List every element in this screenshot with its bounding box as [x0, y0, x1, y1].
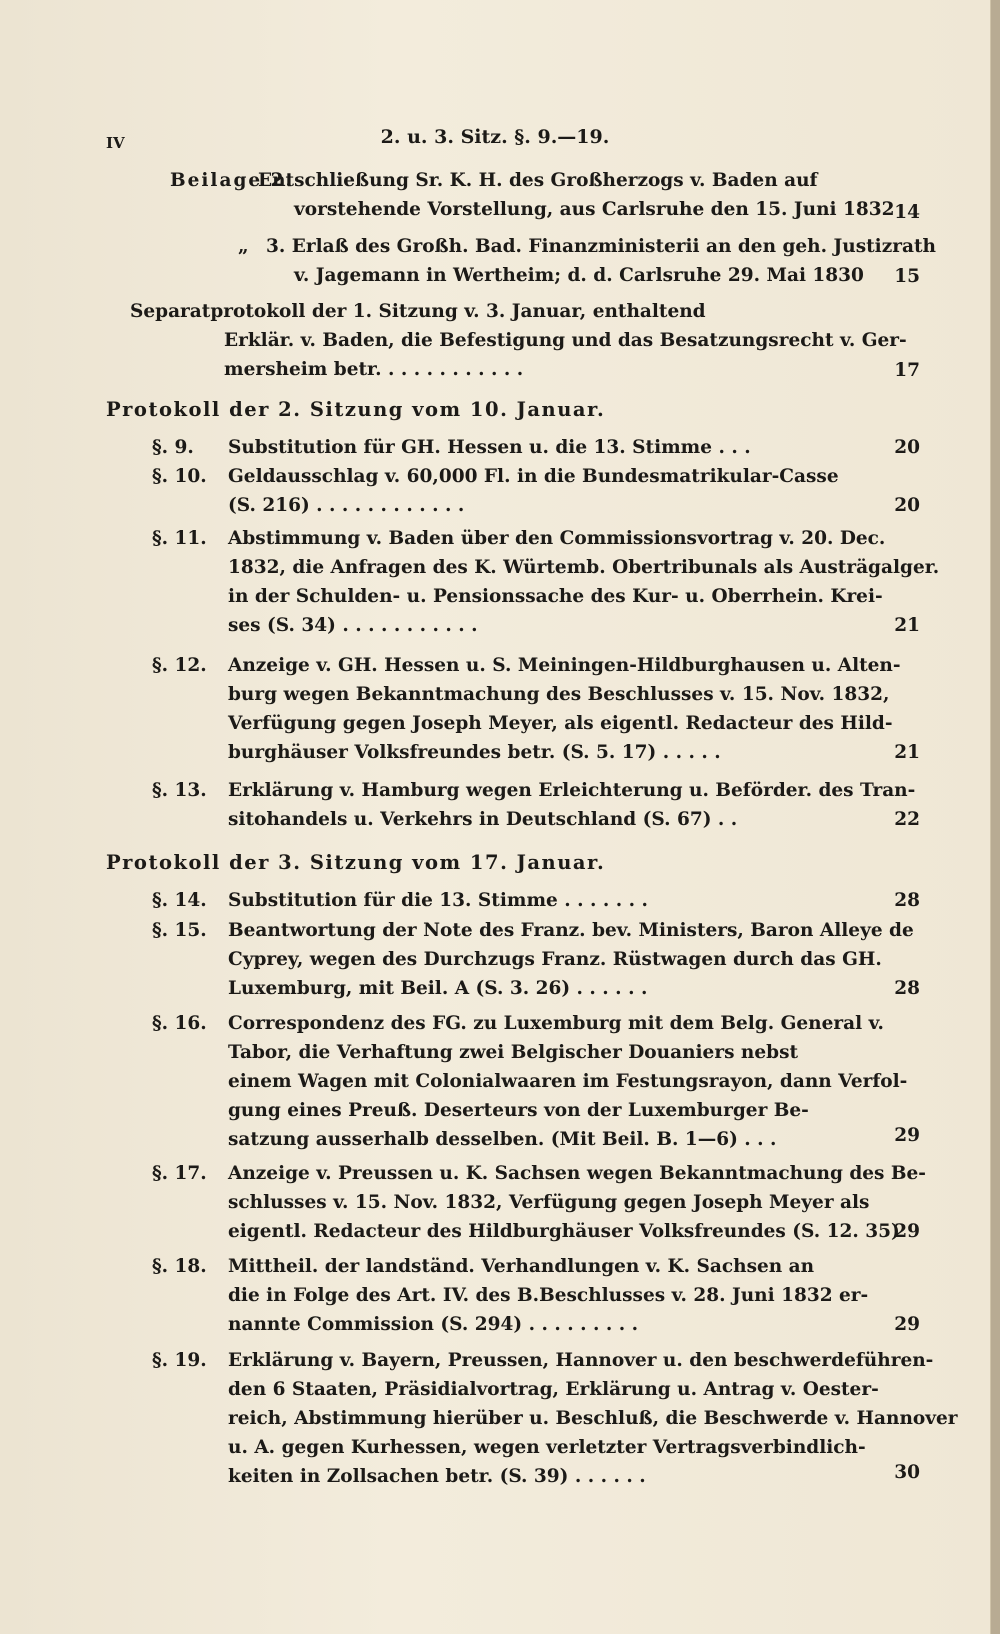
beilage-2-label: Beilage 2.: [170, 170, 294, 191]
paragraph-mark: §. 19.: [152, 1350, 207, 1371]
toc-entry: [228, 433, 848, 462]
entry-line: eigentl. Redacteur des Hildburghäuser Volksfreundes (S. 12. 35): [228, 1221, 900, 1242]
entry-line: Beantwortung der Note des Franz. bev. Ministers, Baron Alleye de: [228, 920, 914, 941]
entry-line: Verfügung gegen Joseph Meyer, als eigentl. Redacteur des Hild-: [228, 713, 893, 734]
entry-line: einem Wagen mit Colonialwaaren im Festungsrayon, dann Verfol-: [228, 1071, 908, 1092]
page-number: IV: [106, 134, 125, 152]
entry-line: in der Schulden- u. Pensionssache des Kur- u. Oberrhein. Krei-: [228, 586, 883, 607]
page-ref: 20: [894, 437, 920, 458]
paragraph-mark: §. 16.: [152, 1013, 207, 1034]
entry-line: satzung ausserhalb desselben. (Mit Beil. B. 1—6) . . .: [228, 1129, 777, 1150]
toc-entry: [228, 462, 848, 520]
page-ref: 22: [894, 809, 920, 830]
page-ref: 28: [894, 890, 920, 911]
beilage-2-entry: [258, 166, 895, 224]
paragraph-mark: §. 11.: [152, 528, 207, 549]
page-ref: 30: [894, 1462, 920, 1483]
entry-line: Geldausschlag v. 60,000 Fl. in die Bundesmatrikular-Casse: [228, 466, 839, 487]
page-ref: 15: [894, 266, 920, 287]
entry-line: Correspondenz des FG. zu Luxemburg mit dem Belg. General v.: [228, 1013, 884, 1034]
entry-line: nannte Commission (S. 294) . . . . . . . . .: [228, 1314, 639, 1335]
entry-line: Substitution für die 13. Stimme . . . . . . .: [228, 890, 648, 911]
entry-line: Erklärung v. Bayern, Preussen, Hannover u. den beschwerdeführen-: [228, 1350, 934, 1371]
entry-line: Anzeige v. GH. Hessen u. S. Meiningen-Hildburghausen u. Alten-: [228, 655, 901, 676]
entry-line: den 6 Staaten, Präsidialvortrag, Erklärung u. Antrag v. Oester-: [228, 1379, 879, 1400]
entry-line: u. A. gegen Kurhessen, wegen verletzter Vertragsverbindlich-: [228, 1437, 866, 1458]
entry-line: keiten in Zollsachen betr. (S. 39) . . . . . .: [228, 1466, 646, 1487]
entry-line: Erklär. v. Baden, die Befestigung und das Besatzungsrecht v. Ger-: [224, 330, 907, 351]
entry-line: Erklärung v. Hamburg wegen Erleichterung u. Beförder. des Tran-: [228, 780, 916, 801]
entry-line: Mittheil. der landständ. Verhandlungen v. K. Sachsen an: [228, 1256, 815, 1277]
entry-line: schlusses v. 15. Nov. 1832, Verfügung gegen Joseph Meyer als: [228, 1192, 870, 1213]
entry-line: Entschließung Sr. K. H. des Großherzogs v. Baden auf: [258, 170, 818, 191]
toc-entry: [228, 1252, 869, 1339]
ditto-mark: „: [238, 236, 249, 257]
paragraph-mark: §. 10.: [152, 466, 207, 487]
entry-line: vorstehende Vorstellung, aus Carlsruhe den 15. Juni 1832: [294, 199, 895, 220]
paragraph-mark: §. 13.: [152, 780, 207, 801]
entry-line: gung eines Preuß. Deserteurs von der Luxemburger Be-: [228, 1100, 809, 1121]
page-ref: 14: [894, 202, 920, 223]
paragraph-mark: §. 14.: [152, 890, 207, 911]
page-ref: 29: [894, 1314, 920, 1335]
entry-line: ses (S. 34) . . . . . . . . . . .: [228, 615, 478, 636]
page-ref: 29: [894, 1221, 920, 1242]
entry-line: Luxemburg, mit Beil. A (S. 3. 26) . . . . . .: [228, 978, 648, 999]
page-header: [0, 126, 990, 156]
entry-line: Separatprotokoll der 1. Sitzung v. 3. Januar, enthaltend: [130, 301, 706, 322]
entry-line: Abstimmung v. Baden über den Commissionsvortrag v. 20. Dec.: [228, 528, 886, 549]
entry-line: (S. 216) . . . . . . . . . . . .: [228, 495, 465, 516]
paragraph-mark: §. 12.: [152, 655, 207, 676]
paragraph-mark: §. 18.: [152, 1256, 207, 1277]
page-ref: 20: [894, 495, 920, 516]
entry-line: reich, Abstimmung hierüber u. Beschluß, die Beschwerde v. Hannover: [228, 1408, 958, 1429]
toc-entry: [228, 886, 848, 915]
entry-line: burg wegen Bekanntmachung des Beschlusses v. 15. Nov. 1832,: [228, 684, 890, 705]
entry-line: burghäuser Volksfreundes betr. (S. 5. 17) . . . . .: [228, 742, 721, 763]
paragraph-mark: §. 17.: [152, 1163, 207, 1184]
page-ref: 28: [894, 978, 920, 999]
entry-line: v. Jagemann in Wertheim; d. d. Carlsruhe 29. Mai 1830: [294, 265, 864, 286]
page-ref: 29: [894, 1125, 920, 1146]
entry-line: Anzeige v. Preussen u. K. Sachsen wegen Bekanntmachung des Be-: [228, 1163, 926, 1184]
entry-line: mersheim betr. . . . . . . . . . . .: [224, 359, 524, 380]
entry-line: sitohandels u. Verkehrs in Deutschland (S. 67) . .: [228, 809, 738, 830]
section-heading-protokoll-3: Protokoll der 3. Sitzung vom 17. Januar.: [106, 851, 606, 874]
entry-line: Cyprey, wegen des Durchzugs Franz. Rüstwagen durch das GH.: [228, 949, 882, 970]
page-ref: 17: [894, 360, 920, 381]
entry-line: 1832, die Anfragen des K. Würtemb. Obertribunals als Austrägalger.: [228, 557, 940, 578]
paragraph-mark: §. 15.: [152, 920, 207, 941]
entry-line: die in Folge des Art. IV. des B.Beschlusses v. 28. Juni 1832 er-: [228, 1285, 869, 1306]
entry-line: 3. Erlaß des Großh. Bad. Finanzministerii an den geh. Justizrath: [266, 236, 936, 257]
page-ref: 21: [894, 742, 920, 763]
entry-line: Tabor, die Verhaftung zwei Belgischer Douaniers nebst: [228, 1042, 799, 1063]
section-heading-protokoll-2: Protokoll der 2. Sitzung vom 10. Januar.: [106, 398, 606, 421]
running-title: 2. u. 3. Sitz. §. 9.—19.: [380, 126, 610, 148]
page-ref: 21: [894, 615, 920, 636]
toc-entry: [228, 651, 901, 767]
entry-line: Substitution für GH. Hessen u. die 13. Stimme . . .: [228, 437, 751, 458]
paragraph-mark: §. 9.: [152, 437, 194, 458]
